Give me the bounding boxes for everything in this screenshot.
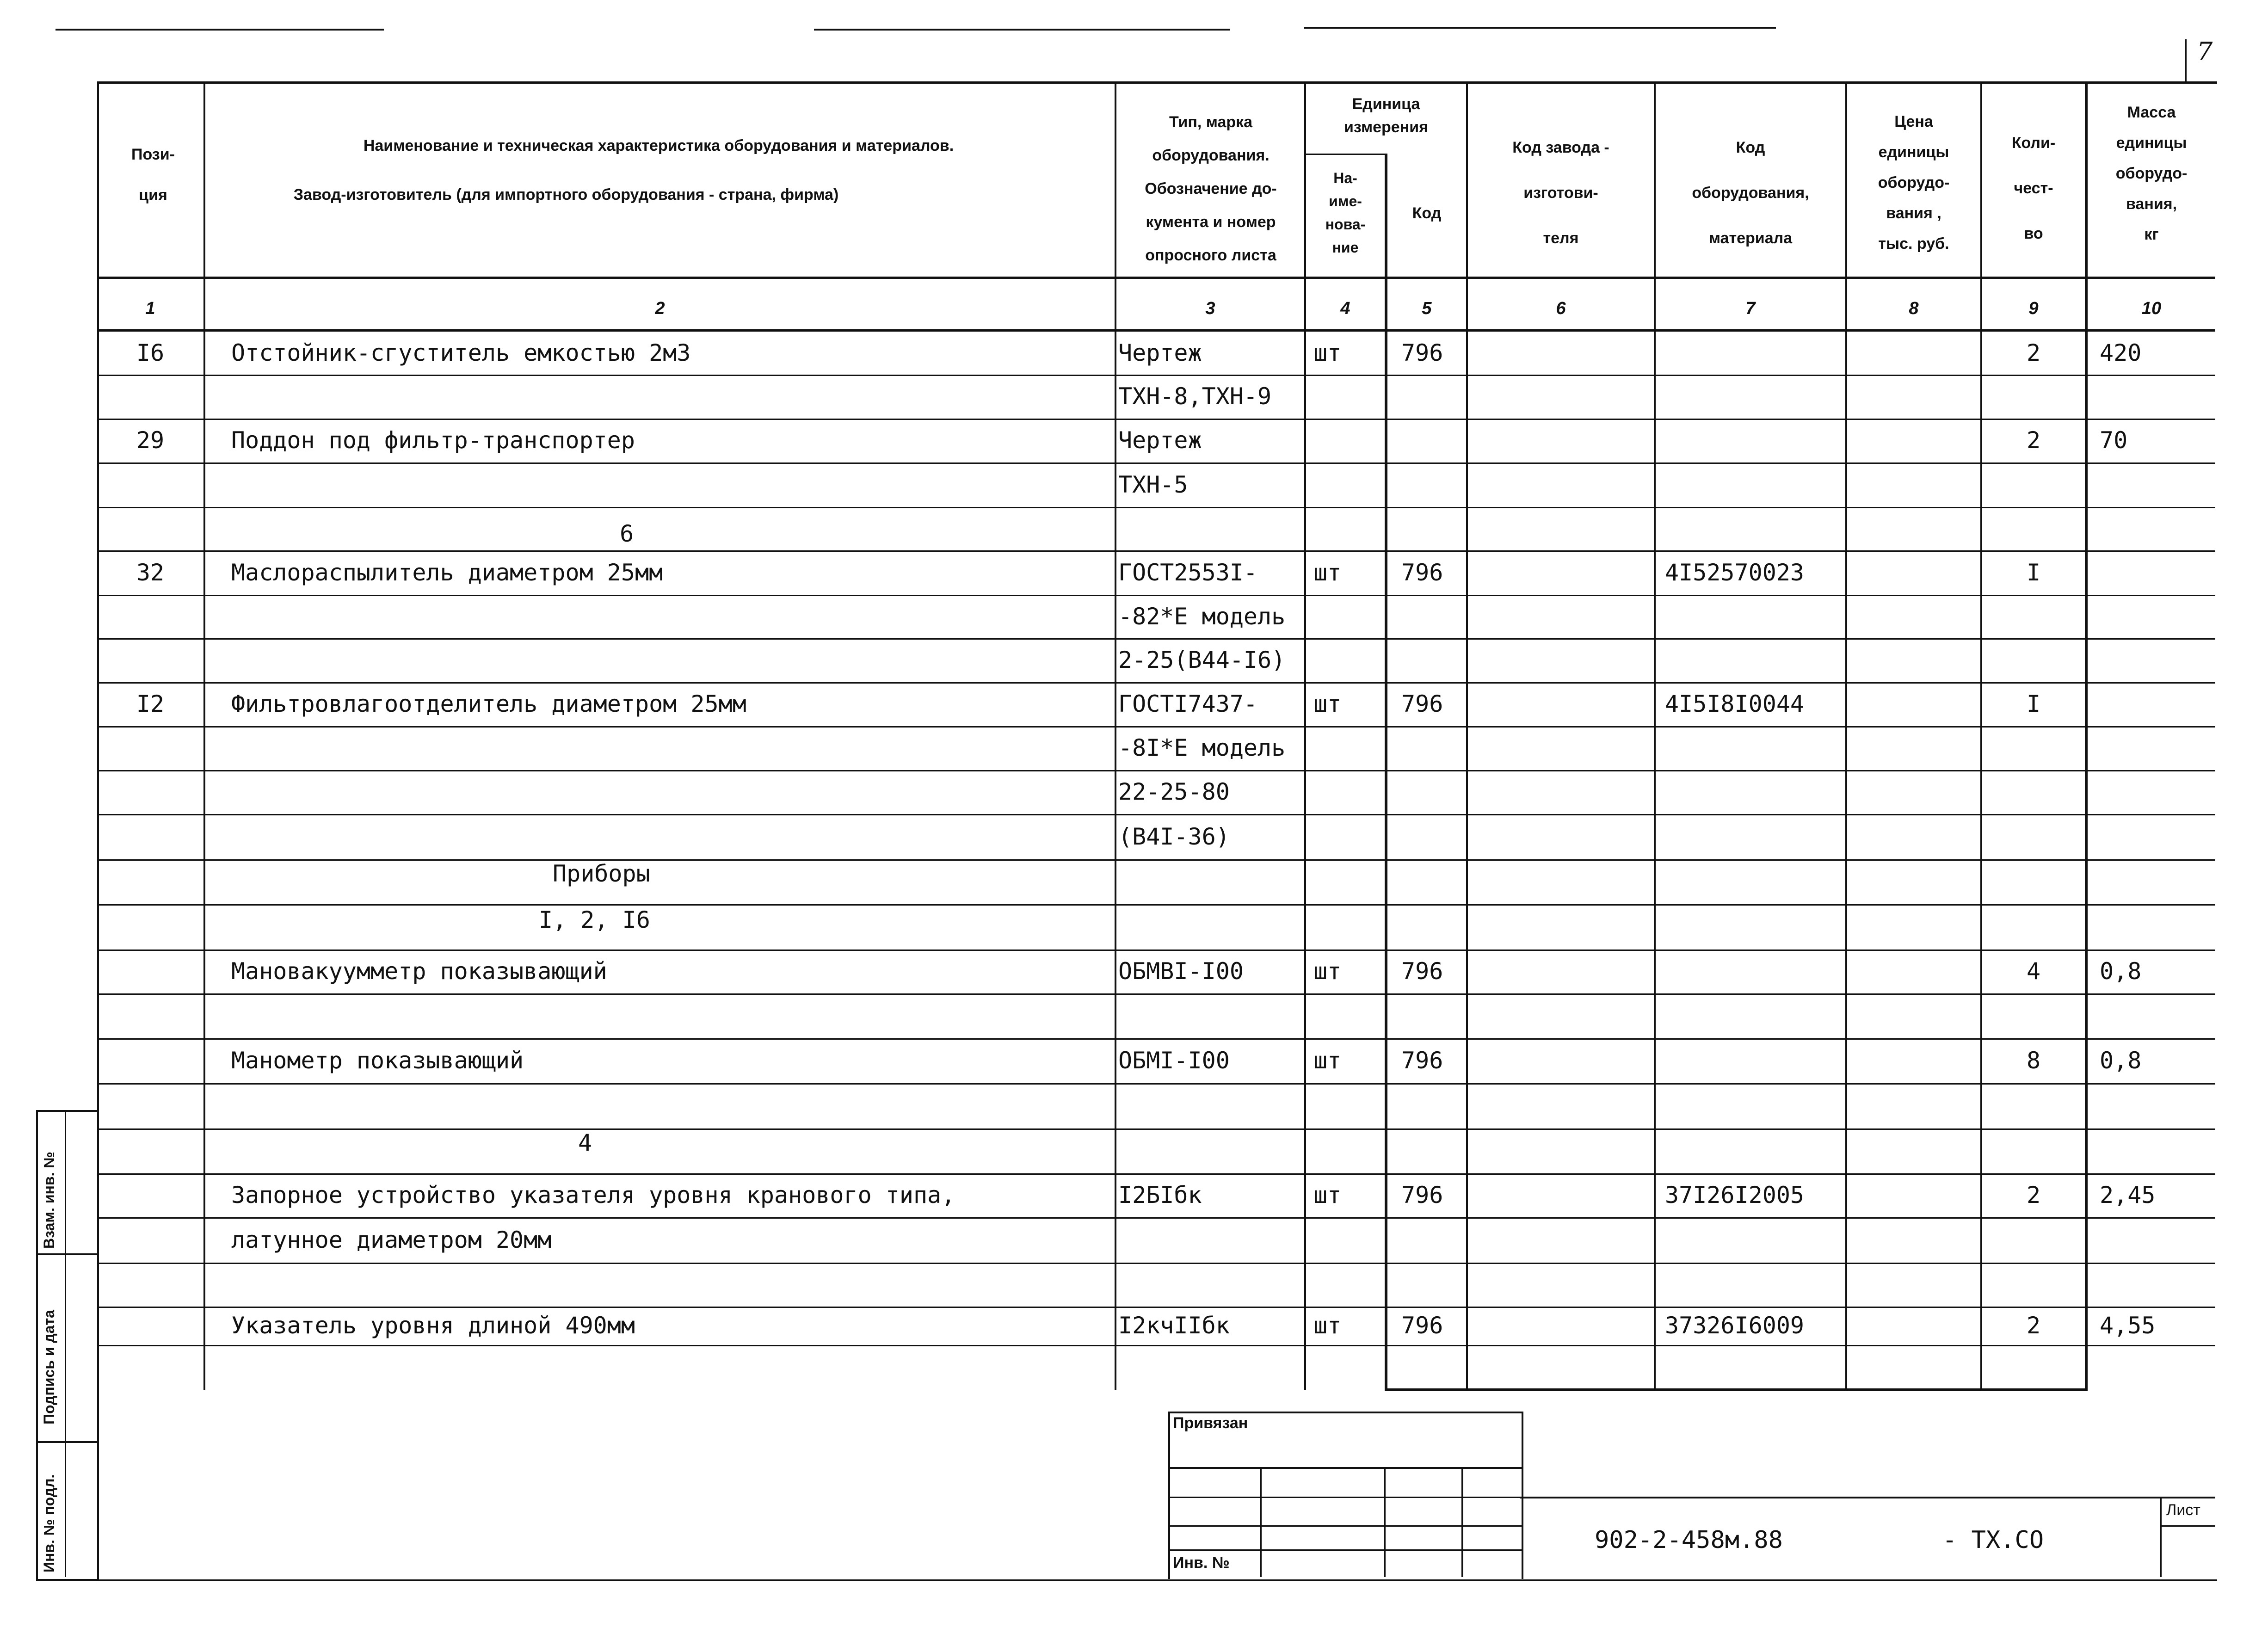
colnum-10: 10 [2141,299,2162,318]
hdr-factory-code: Код завода - изготови- теля [1512,139,1609,247]
stamp-rule-2 [1168,1497,1522,1498]
cell-code: 796 [1401,958,1443,985]
colnum-6: 6 [1556,299,1566,318]
stamp-rule-4 [1168,1549,1522,1551]
col-rule-4 [1385,154,1387,1390]
row-rule [97,507,2215,508]
cell-name: Фильтровлагоотделитель диаметром 25мм [231,691,746,717]
cell-type: 22-25-80 [1118,778,1230,805]
cell-pos: 29 [136,427,165,454]
side-label-podpis: Подпись и дата [41,1310,57,1424]
cell-unit: шт [1313,559,1342,586]
title-block-rule [1520,1497,2215,1498]
col-rule-2 [1115,81,1116,1390]
cell-type: ОБМI-I00 [1118,1047,1230,1074]
hdr-mass: Масса единицы оборудо- вания, кг [2115,104,2188,243]
cell-pos: 32 [136,559,165,586]
stamp-inv-label: Инв. № [1173,1554,1230,1572]
cell-type: -82*Е модель [1118,603,1286,630]
side-label-inv-podl: Инв. № подл. [41,1474,57,1572]
col-rule-6 [1654,81,1656,1390]
cell-code: 796 [1401,339,1443,366]
cell-mass: 2,45 [2100,1182,2156,1208]
cell-name: Мановакуумметр показывающий [231,958,607,985]
cell-equip-code: 4I5I8I0044 [1665,691,1805,717]
cell-mass: 420 [2100,339,2142,366]
cell-qty: 2 [2026,427,2041,454]
doc-code: 902-2-458м.88 [1595,1526,1783,1554]
cell-qty: 2 [2026,1312,2041,1339]
cell-equip-code: 4I52570023 [1665,559,1805,586]
cell-equip-code: 37I26I2005 [1665,1182,1805,1208]
cell-qty: 2 [2026,339,2041,366]
cell-mass: 0,8 [2100,958,2142,985]
top-rule-3 [1304,27,1776,29]
cell-name: латунное диаметром 20мм [231,1227,552,1253]
header-bottom-rule [97,277,2215,279]
cell-type: ТХН-8,ТХН-9 [1118,383,1272,410]
top-rule-1 [55,29,384,31]
row-rule [97,993,2215,995]
stamp-vrule-2 [1384,1467,1386,1577]
corner-rule [2185,39,2187,83]
cell-code: 796 [1401,691,1443,717]
colnum-1: 1 [145,299,155,318]
cell-type: ОБМВI-I00 [1118,958,1244,985]
cell-type: ТХН-5 [1118,471,1188,498]
cell-qty: 4 [2026,958,2041,985]
colnum-4: 4 [1340,299,1350,318]
cell-name: Поддон под фильтр-транспортер [231,427,635,454]
cell-name: Маслораспылитель диаметром 25мм [231,559,663,586]
stamp-privyazan-label: Привязан [1173,1414,1248,1432]
bold-bottom-rule [1385,1388,2088,1391]
hdr-price: Цена единицы оборудо- вания , тыс. руб. [1878,113,1950,253]
side-label-vzam: Взам. инв. № [41,1152,57,1249]
cell-code: 796 [1401,1312,1443,1339]
colnum-8: 8 [1909,299,1919,318]
row-rule [97,1345,2215,1346]
cell-unit: шт [1313,958,1342,985]
section-label-pribory: Приборы [553,860,650,887]
stamp-vrule-1 [1260,1467,1262,1577]
cell-type: Чертеж [1118,427,1202,454]
sheet-corner-number: 7 [2197,37,2213,66]
cell-unit: шт [1313,1182,1342,1208]
hdr-equipment-code: Код оборудования, материала [1692,139,1809,247]
cell-name: Отстойник-сгуститель емкостью 2м3 [231,339,691,366]
cell-qty: 2 [2026,1182,2041,1208]
colnum-2: 2 [655,299,665,318]
col-rule-7 [1845,81,1847,1390]
cell-unit: шт [1313,1047,1342,1074]
cell-type: I2кчIIбк [1118,1312,1230,1339]
side-stamp-rule-2 [36,1441,97,1443]
list-label: Лист [2166,1501,2200,1519]
cell-code: 796 [1401,559,1443,586]
hdr-quantity: Коли- чест- во [2011,134,2056,242]
cell-unit: шт [1313,691,1342,717]
cell-pos: I6 [136,339,165,366]
colnum-9: 9 [2028,299,2039,318]
cell-type: (В4I-36) [1118,823,1230,850]
cell-unit: шт [1313,339,1342,366]
cell-code: 796 [1401,1047,1443,1074]
stamp-rule-3 [1168,1525,1522,1527]
cell-qty: 8 [2026,1047,2041,1074]
hdr-unit-name: На- име- нова- ние [1325,170,1366,256]
top-rule-2 [814,29,1230,31]
doc-suffix: - ТХ.СО [1942,1526,2044,1554]
cell-type: ГОСТI7437- [1118,691,1258,717]
side-stamp-rule-1 [36,1253,97,1255]
col-rule-5 [1466,81,1468,1390]
hdr-type: Тип, марка оборудования. Обозначение до- кумента и номер опросного листа [1145,113,1277,264]
cell-name: Запорное устройство указателя уровня кранового типа, [231,1182,955,1208]
cell-name: Указатель уровня длиной 490мм [231,1312,635,1339]
cell-equip-code: 37326I6009 [1665,1312,1805,1339]
cell-mass: 70 [2100,427,2128,454]
cell-code: 796 [1401,1182,1443,1208]
row-rule [97,859,2215,861]
col-rule-1 [203,81,205,1390]
cell-qty: I [2026,559,2041,586]
side-stamp-vrule [65,1110,66,1577]
colnum-5: 5 [1422,299,1432,318]
cell-mass: 0,8 [2100,1047,2142,1074]
section-label-pribory-refs: I, 2, I6 [539,906,650,933]
cell-type: Чертеж [1118,339,1202,366]
cell-name: Манометр показывающий [231,1047,524,1074]
hdr-position: Пози- ция [131,146,175,204]
row-rule [97,1263,2215,1264]
cell-type: ГОСТ2553I- [1118,559,1258,586]
cell-qty: I [2026,691,2041,717]
col-rule-9 [2085,81,2088,1390]
hdr-unit-code: Код [1412,204,1442,222]
hdr-name-line2: Завод-изготовитель (для импортного оборудования - страна, фирма) [293,186,839,203]
col-rule-3 [1304,81,1306,1390]
section-label-6: 6 [620,520,634,547]
cell-unit: шт [1313,1312,1342,1339]
row-rule [97,904,2215,906]
colnum-7: 7 [1745,299,1756,318]
hdr-unit-group: Единица измерения [1344,95,1428,136]
cell-mass: 4,55 [2100,1312,2156,1339]
colnum-3: 3 [1205,299,1215,318]
unit-subheader-rule [1304,154,1386,155]
cell-type: I2БIбк [1118,1182,1202,1208]
row-rule [97,1128,2215,1130]
section-label-4: 4 [578,1129,592,1156]
cell-type: -8I*Е модель [1118,734,1286,761]
stamp-rule-1 [1168,1467,1522,1469]
cell-type: 2-25(В44-I6) [1118,647,1286,673]
stamp-vrule-3 [1461,1467,1463,1577]
row-rule [97,1083,2215,1085]
cell-pos: I2 [136,691,165,717]
hdr-name-line1: Наименование и техническая характеристика оборудования и материалов. [363,137,954,154]
list-box-rule [2160,1525,2215,1527]
